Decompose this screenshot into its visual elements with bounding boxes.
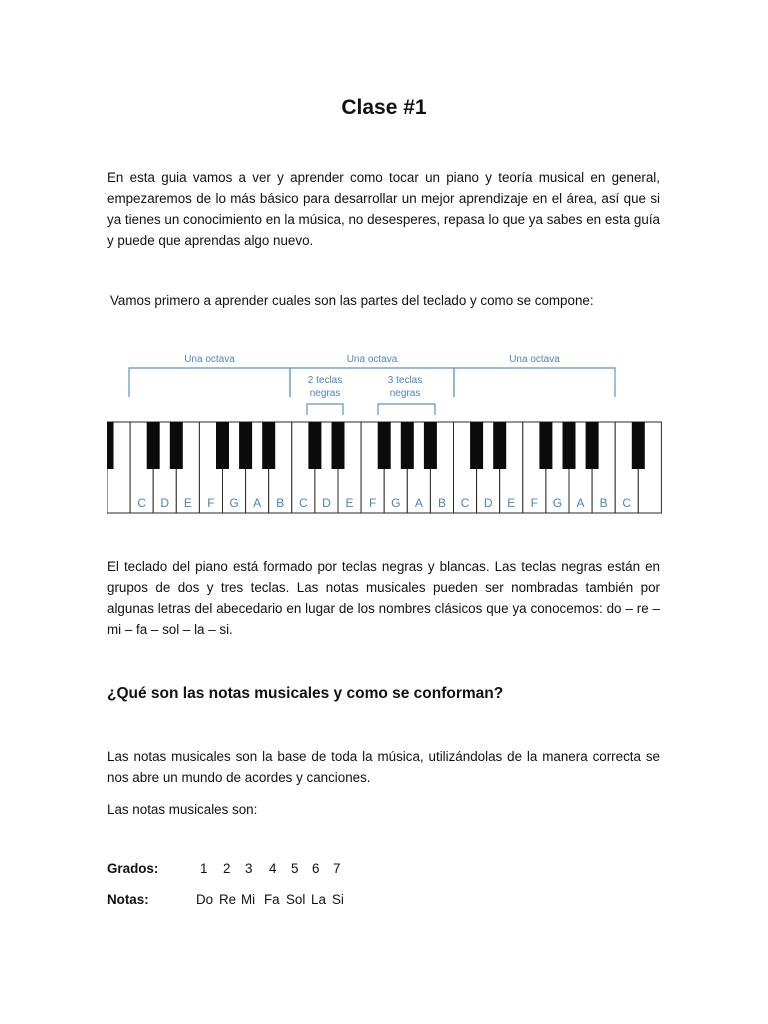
notes-list-intro: Las notas musicales son: bbox=[107, 802, 258, 817]
key-letter: D bbox=[322, 496, 331, 510]
nota-name: Do bbox=[196, 892, 214, 907]
key-letter: C bbox=[460, 496, 470, 510]
black-key bbox=[401, 422, 414, 469]
key-letter: E bbox=[183, 496, 192, 510]
key-letter: F bbox=[207, 496, 215, 510]
key-letter: G bbox=[391, 496, 401, 510]
grados-label: Grados: bbox=[107, 861, 159, 876]
octave-bracket bbox=[129, 368, 290, 397]
black-key bbox=[424, 422, 437, 469]
black-key bbox=[586, 422, 599, 469]
grado-number: 6 bbox=[312, 861, 320, 876]
black-key bbox=[308, 422, 321, 469]
three-keys-label: negras bbox=[389, 388, 421, 399]
black-key bbox=[170, 422, 183, 469]
grado-number: 3 bbox=[245, 861, 253, 876]
grado-number: 5 bbox=[291, 861, 299, 876]
two-keys-bracket bbox=[307, 404, 343, 415]
octave-label: Una octava bbox=[509, 354, 560, 365]
nota-name: Si bbox=[332, 892, 344, 907]
key-letter: E bbox=[345, 496, 354, 510]
key-letter: B bbox=[276, 496, 285, 510]
key-letter: D bbox=[160, 496, 170, 510]
piano-keyboard-figure bbox=[107, 345, 662, 517]
black-key bbox=[147, 422, 160, 469]
octave-label: Una octava bbox=[184, 354, 235, 365]
black-key bbox=[107, 422, 114, 469]
black-key bbox=[493, 422, 506, 469]
notas-label: Notas: bbox=[107, 892, 149, 907]
black-key bbox=[470, 422, 483, 469]
nota-name: Re bbox=[219, 892, 237, 907]
grado-number: 1 bbox=[200, 861, 208, 876]
black-key bbox=[539, 422, 552, 469]
key-letter: E bbox=[507, 496, 516, 510]
black-key bbox=[563, 422, 576, 469]
key-letter: G bbox=[552, 496, 563, 510]
grado-number: 2 bbox=[223, 861, 231, 876]
intro-paragraph: En esta guia vamos a ver y aprender como tocar un piano y teoría musical en general, empezaremos de lo más básico para desarrollar un mejor aprendizaje en el área, así que si ya tienes un conocimiento en la música, no desesperes, repasa lo que ya sabes en esta guía y puede que aprendas algo nuevo. bbox=[107, 170, 660, 248]
octave-label: Una octava bbox=[346, 354, 398, 365]
nota-name: Sol bbox=[286, 892, 306, 907]
octave-bracket bbox=[454, 368, 615, 397]
key-letter: A bbox=[576, 496, 585, 510]
key-letter: C bbox=[137, 496, 146, 510]
section-heading-notas: ¿Qué son las notas musicales y como se conforman? bbox=[107, 685, 504, 702]
nota-name: Fa bbox=[264, 892, 280, 907]
key-letter: D bbox=[483, 496, 493, 510]
three-keys-bracket bbox=[378, 404, 435, 415]
grado-number: 4 bbox=[269, 861, 277, 876]
key-letter: A bbox=[253, 496, 262, 510]
black-key bbox=[632, 422, 645, 469]
key-letter: B bbox=[599, 496, 608, 510]
key-letter: F bbox=[368, 496, 377, 510]
keyboard-lead-paragraph: Vamos primero a aprender cuales son las partes del teclado y como se compone: bbox=[110, 293, 594, 308]
two-keys-label: 2 teclas bbox=[307, 375, 343, 386]
nota-name: La bbox=[311, 892, 326, 907]
page-title: Clase #1 bbox=[341, 96, 427, 119]
black-key bbox=[262, 422, 275, 469]
key-letter: C bbox=[622, 496, 632, 510]
grado-number: 7 bbox=[333, 861, 341, 876]
two-keys-label: negras bbox=[309, 388, 341, 399]
key-letter: C bbox=[299, 496, 308, 510]
black-key bbox=[239, 422, 252, 469]
key-letter: A bbox=[414, 496, 423, 510]
black-key bbox=[216, 422, 229, 469]
key-letter: G bbox=[229, 496, 239, 510]
black-key bbox=[378, 422, 391, 469]
nota-name: Mi bbox=[241, 892, 256, 907]
keyboard-description-paragraph: El teclado del piano está formado por teclas negras y blancas. Las teclas negras están en grupos de dos y tres teclas. Las notas musicales pueden ser nombradas también por algunas letras del abecedario en lugar de los nombres clásicos que ya conocemos: do – re – mi – fa – sol – la – si. bbox=[107, 559, 660, 637]
three-keys-label: 3 teclas bbox=[387, 375, 423, 386]
key-letter: F bbox=[530, 496, 539, 510]
black-key bbox=[332, 422, 345, 469]
key-letter: B bbox=[437, 496, 446, 510]
notes-intro-paragraph: Las notas musicales son la base de toda la música, utilizándolas de la manera correcta se nos abre un mundo de acordes y canciones. bbox=[107, 749, 660, 785]
